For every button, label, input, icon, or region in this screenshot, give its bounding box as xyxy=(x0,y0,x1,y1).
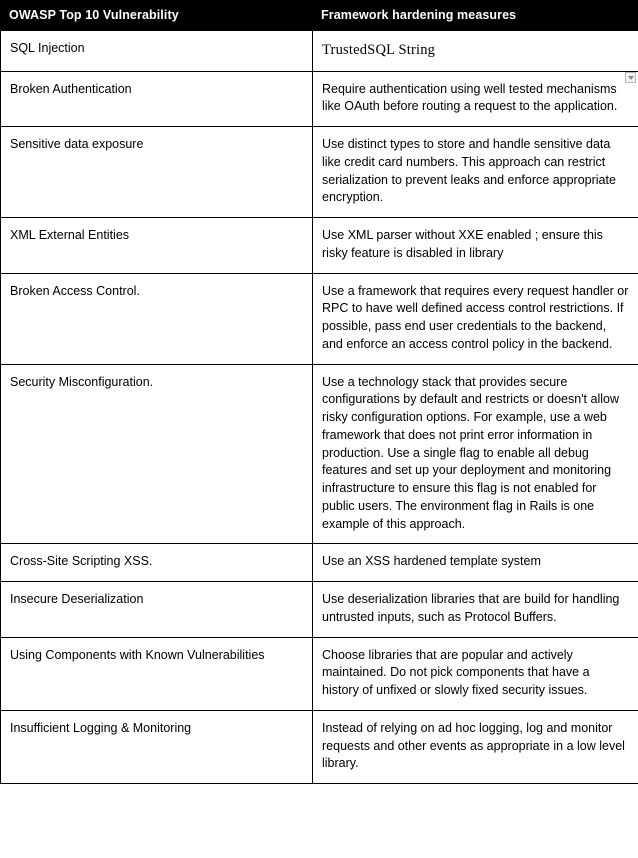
cell-vulnerability: SQL Injection xyxy=(1,31,313,72)
cell-measure: Require authentication using well tested mechanisms like OAuth before routing a request to the application. xyxy=(313,71,638,127)
table-row xyxy=(1,582,638,638)
cell-measure: Use XML parser without XXE enabled ; ensure this risky feature is disabled in library xyxy=(313,218,638,274)
table-row xyxy=(1,637,638,710)
table-row xyxy=(1,544,638,582)
table-row xyxy=(1,71,638,127)
table-row xyxy=(1,127,638,218)
cell-vulnerability: Insufficient Logging & Monitoring xyxy=(1,710,313,783)
cell-measure: Use an XSS hardened template system xyxy=(313,544,638,582)
cell-vulnerability: XML External Entities xyxy=(1,218,313,274)
cell-vulnerability: Using Components with Known Vulnerabilities xyxy=(1,637,313,710)
cell-vulnerability: Broken Access Control. xyxy=(1,273,313,364)
cell-measure: Use a technology stack that provides secure configurations by default and restricts or doesn't allow risky configuration options. For example, use a web framework that does not print error information in production. Use a single flag to enable all debug features and set up your deployment and monitoring infrastructure to ensure this flag is not enabled for public users. The environment flag in Rails is one example of this approach. xyxy=(313,364,638,544)
cell-measure: Use distinct types to store and handle sensitive data like credit card numbers. This approach can restrict serialization to prevent leaks and enforce appropriate encryption. xyxy=(313,127,638,218)
cell-measure: Choose libraries that are popular and actively maintained. Do not pick components that have a history of unfixed or slowly fixed security issues. xyxy=(313,637,638,710)
table-row xyxy=(1,218,638,274)
table-row xyxy=(1,364,638,544)
cell-vulnerability: Broken Authentication xyxy=(1,71,313,127)
cell-vulnerability: Cross-Site Scripting XSS. xyxy=(1,544,313,582)
table-row xyxy=(1,273,638,364)
cell-measure: Instead of relying on ad hoc logging, log and monitor requests and other events as appropriate in a low level library. xyxy=(313,710,638,783)
table-row xyxy=(1,31,638,72)
cell-measure: Use deserialization libraries that are build for handling untrusted inputs, such as Protocol Buffers. xyxy=(313,582,638,638)
cell-vulnerability: Insecure Deserialization xyxy=(1,582,313,638)
table-header-row xyxy=(1,1,638,31)
column-header-measures: Framework hardening measures xyxy=(313,1,638,31)
table-row xyxy=(1,710,638,783)
cell-vulnerability: Security Misconfiguration. xyxy=(1,364,313,544)
chevron-down-icon[interactable] xyxy=(625,72,636,83)
table-header xyxy=(1,1,638,31)
cell-measure: Use a framework that requires every request handler or RPC to have well defined access control restrictions. If possible, pass end user credentials to the backend, and enforce an access control policy in the backend. xyxy=(313,273,638,364)
trusted-sql-string-term: TrustedSQL String xyxy=(322,42,436,58)
table-body xyxy=(1,31,638,784)
cell-vulnerability: Sensitive data exposure xyxy=(1,127,313,218)
cell-measure xyxy=(313,31,638,72)
column-header-vulnerability: OWASP Top 10 Vulnerability xyxy=(1,1,313,31)
